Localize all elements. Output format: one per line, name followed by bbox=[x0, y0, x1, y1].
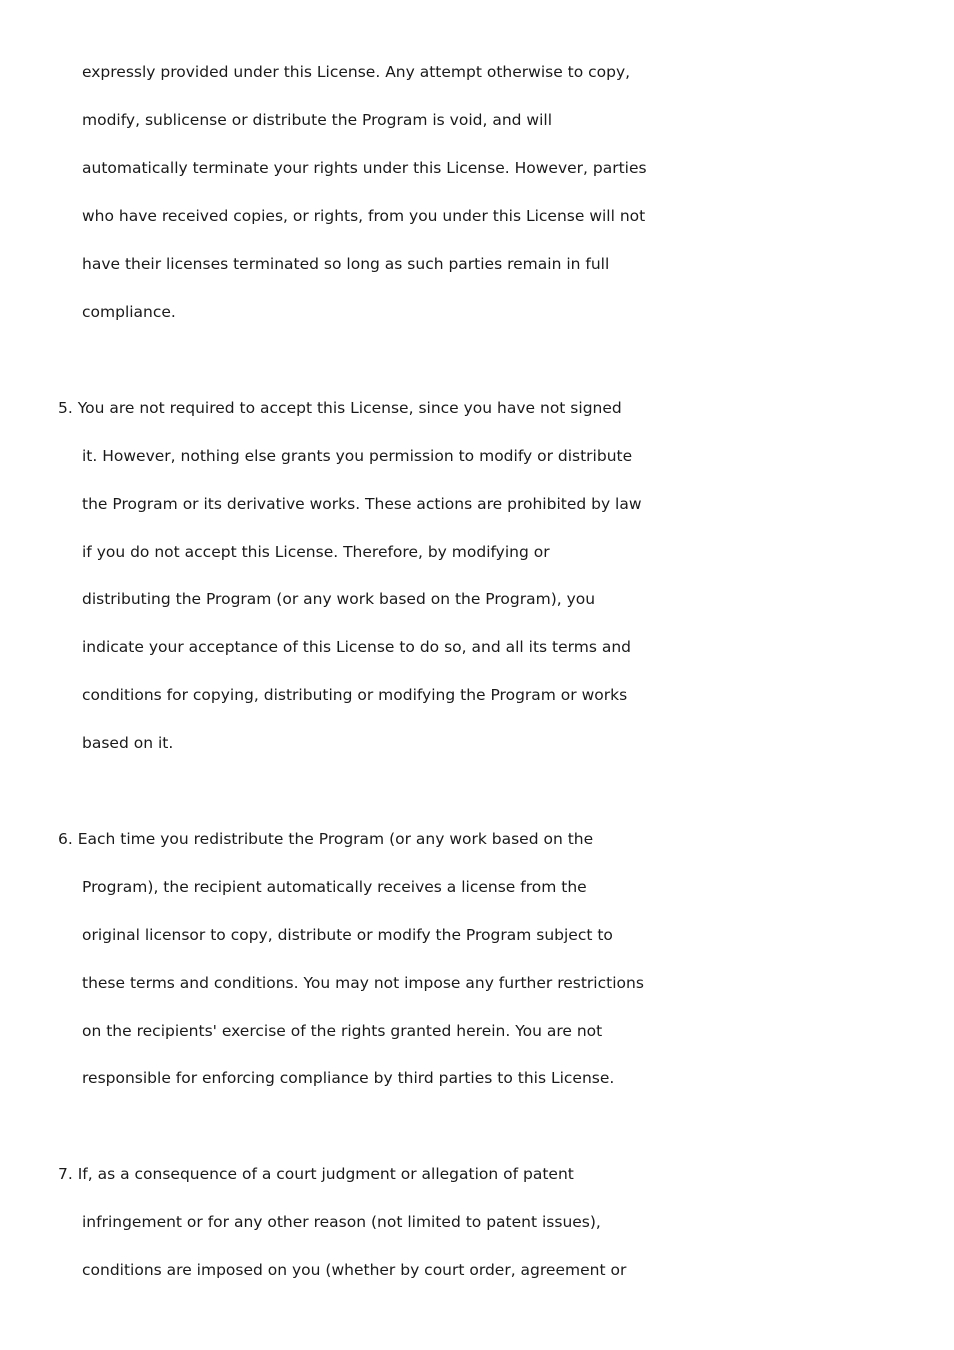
text-line: if you do not accept this License. Therefore, by modifying or bbox=[82, 543, 550, 561]
text-line: indicate your acceptance of this License to do so, and all its terms and bbox=[82, 638, 631, 656]
text-line: the Program or its derivative works. These actions are prohibited by law bbox=[82, 495, 642, 513]
text-line: responsible for enforcing compliance by third parties to this License. bbox=[82, 1069, 615, 1087]
text-line: expressly provided under this License. Any attempt otherwise to copy, bbox=[82, 63, 631, 81]
text-line: infringement or for any other reason (not limited to patent issues), bbox=[82, 1213, 601, 1231]
text-line: it. However, nothing else grants you permission to modify or distribute bbox=[82, 447, 633, 465]
text-line: modify, sublicense or distribute the Program is void, and will bbox=[82, 111, 553, 129]
text-line: automatically terminate your rights under this License. However, parties bbox=[82, 159, 647, 177]
section-7-first-line: 7. If, as a consequence of a court judgment or allegation of patent bbox=[58, 1165, 574, 1183]
text-line: conditions for copying, distributing or modifying the Program or works bbox=[82, 686, 628, 704]
text-line: on the recipients' exercise of the rights granted herein. You are not bbox=[82, 1022, 603, 1040]
text-line: these terms and conditions. You may not impose any further restrictions bbox=[82, 974, 644, 992]
section-6-first-line: 6. Each time you redistribute the Program (or any work based on the bbox=[58, 830, 594, 848]
text-line: have their licenses terminated so long as such parties remain in full bbox=[82, 255, 610, 273]
text-line: conditions are imposed on you (whether by court order, agreement or bbox=[82, 1261, 627, 1279]
text-line: who have received copies, or rights, from you under this License will not bbox=[82, 207, 646, 225]
section-5-first-line: 5. You are not required to accept this License, since you have not signed bbox=[58, 399, 622, 417]
text-line: based on it. bbox=[82, 734, 174, 752]
text-line: Program), the recipient automatically receives a license from the bbox=[82, 878, 587, 896]
text-line: original licensor to copy, distribute or modify the Program subject to bbox=[82, 926, 613, 944]
text-line: distributing the Program (or any work based on the Program), you bbox=[82, 590, 596, 608]
text-line: compliance. bbox=[82, 303, 176, 321]
